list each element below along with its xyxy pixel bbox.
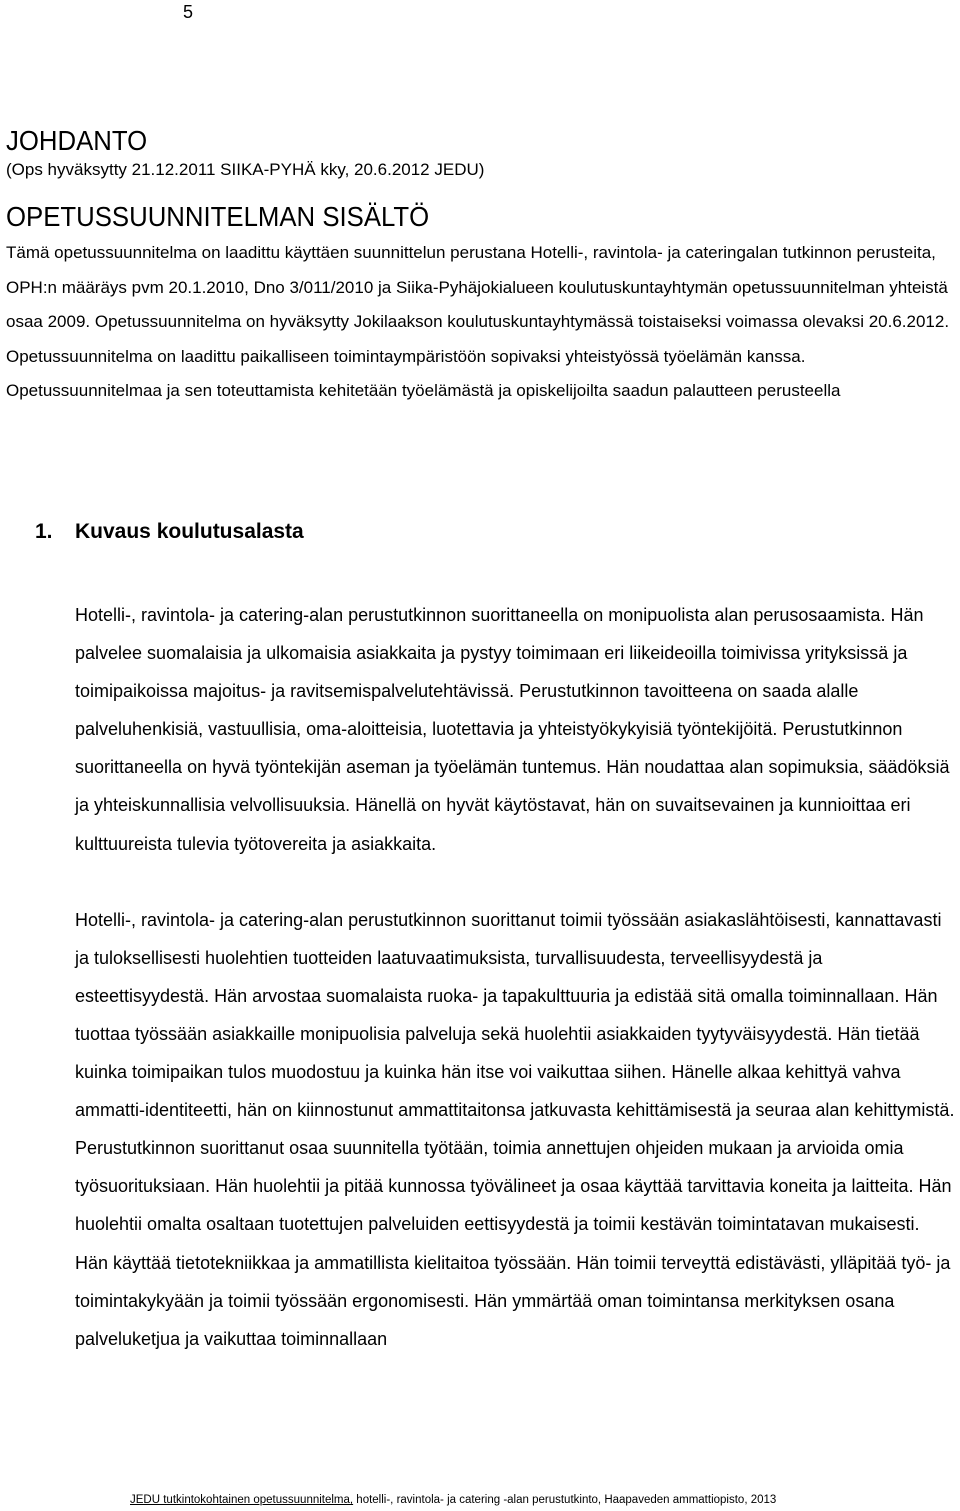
section-1 <box>35 516 955 1358</box>
approval-note: (Ops hyväksytty 21.12.2011 SIIKA-PYHÄ kky, 20.6.2012 JEDU) <box>6 160 485 179</box>
section-1-title: Kuvaus koulutusalasta <box>75 520 304 543</box>
section-1-paragraph-2: Hotelli-, ravintola- ja catering-alan perustutkinnon suorittanut toimii työssään asiakaslähtöisesti, kannattavasti ja tuloksellisesti huolehtien tuotteiden laatuvaatimuksista, turvallisuudesta, terveellisyydestä ja esteettisyydestä. Hän arvostaa suomalaista ruoka- ja tapakulttuuria ja edistää sitä omalla toiminnallaan. Hän tuottaa työssään asiakkaille monipuolisia palveluja sekä huolehtii asiakkaiden tyytyväisyydestä. Hän tietää kuinka toimipaikan tulos muodostuu ja kuinka hän itse voi vaikuttaa siihen. Hänelle alkaa kehittyä vahva ammatti-identiteetti, hän on kiinnostunut ammattitaitonsa jatkuvasta kehittämisestä ja seuraa alan kehittymistä. Perustutkinnon suorittanut osaa suunnitella työtään, toimia annettujen ohjeiden mukaan ja arvioida omia työsuorituksiaan. Hän huolehtii ja pitää kunnossa työvälineet ja osaa käyttää tarvittavia koneita ja laitteita. Hän huolehtii omalta osaltaan tuotettujen palveluiden eettisyydestä ja toimii kestävän toimintatavan mukaisesti. Hän käyttää tietotekniikkaa ja ammatillista kielitaitoa työssään. Hän toimii terveyttä edistävästi, ylläpitää työ- ja toimintakykyään ja toimii työssään ergonomisesti. Hän ymmärtää oman toimintansa merkityksen osana palveluketjua ja vaikuttaa toiminnallaan <box>75 909 955 1349</box>
section-1-number: 1. <box>35 520 53 543</box>
section-1-paragraph-1: Hotelli-, ravintola- ja catering-alan perustutkinnon suorittaneella on monipuolista alan perusosaamista. Hän palvelee suomalaisia ja ulkomaisia asiakkaita ja pystyy toimimaan eri liikeideoilla toimivissa yrityksissä ja toimipaikoissa majoitus- ja ravitsemispalvelutehtävissä. Perustutkinnon tavoitteena on saada alalle palveluhenkisiä, vastuullisia, oma-aloitteisia, luotettavia ja yhteistyökykyisiä työntekijöitä. Perustutkinnon suorittaneella on hyvä työntekijän aseman ja työelämän tuntemus. Hän noudattaa alan sopimuksia, säädöksiä ja yhteiskunnallisia velvollisuuksia. Hänellä on hyvät käytöstavat, hän on suvaitsevainen ja kunnioittaa eri kulttuureista tulevia työtovereita ja asiakkaita. <box>75 605 950 854</box>
page-number: 5 <box>183 2 194 22</box>
heading-johdanto: JOHDANTO <box>6 125 148 156</box>
heading-contents: OPETUSSUUNNITELMAN SISÄLTÖ <box>6 201 430 232</box>
section-1-heading <box>35 516 955 548</box>
page-footer <box>130 1492 950 1508</box>
intro-section <box>6 124 950 409</box>
intro-paragraph: Tämä opetussuunnitelma on laadittu käyttäen suunnittelun perustana Hotelli-, ravintola- ja cateringalan tutkinnon perusteita, OPH:n määräys pvm 20.1.2010, Dno 3/011/2010 ja Siika-Pyhäjokialueen koulutuskuntayhtymän opetussuunnitelman yhteistä osaa 2009. Opetussuunnitelma on hyväksytty Jokilaakson koulutuskuntayhtymässä toistaiseksi voimassa olevaksi 20.6.2012. Opetussuunnitelma on laadittu paikalliseen toimintaympäristöön sopivaksi yhteistyössä työelämän kanssa. Opetussuunnitelmaa ja sen toteuttamista kehitetään työelämästä ja opiskelijoilta saadun palautteen perusteella <box>6 243 950 401</box>
footer-text: hotelli-, ravintola- ja catering -alan perustutkinto, Haapaveden ammattiopisto, 2013 <box>353 1494 777 1506</box>
footer-underlined: JEDU tutkintokohtainen opetussuunnitelma, <box>130 1494 354 1506</box>
